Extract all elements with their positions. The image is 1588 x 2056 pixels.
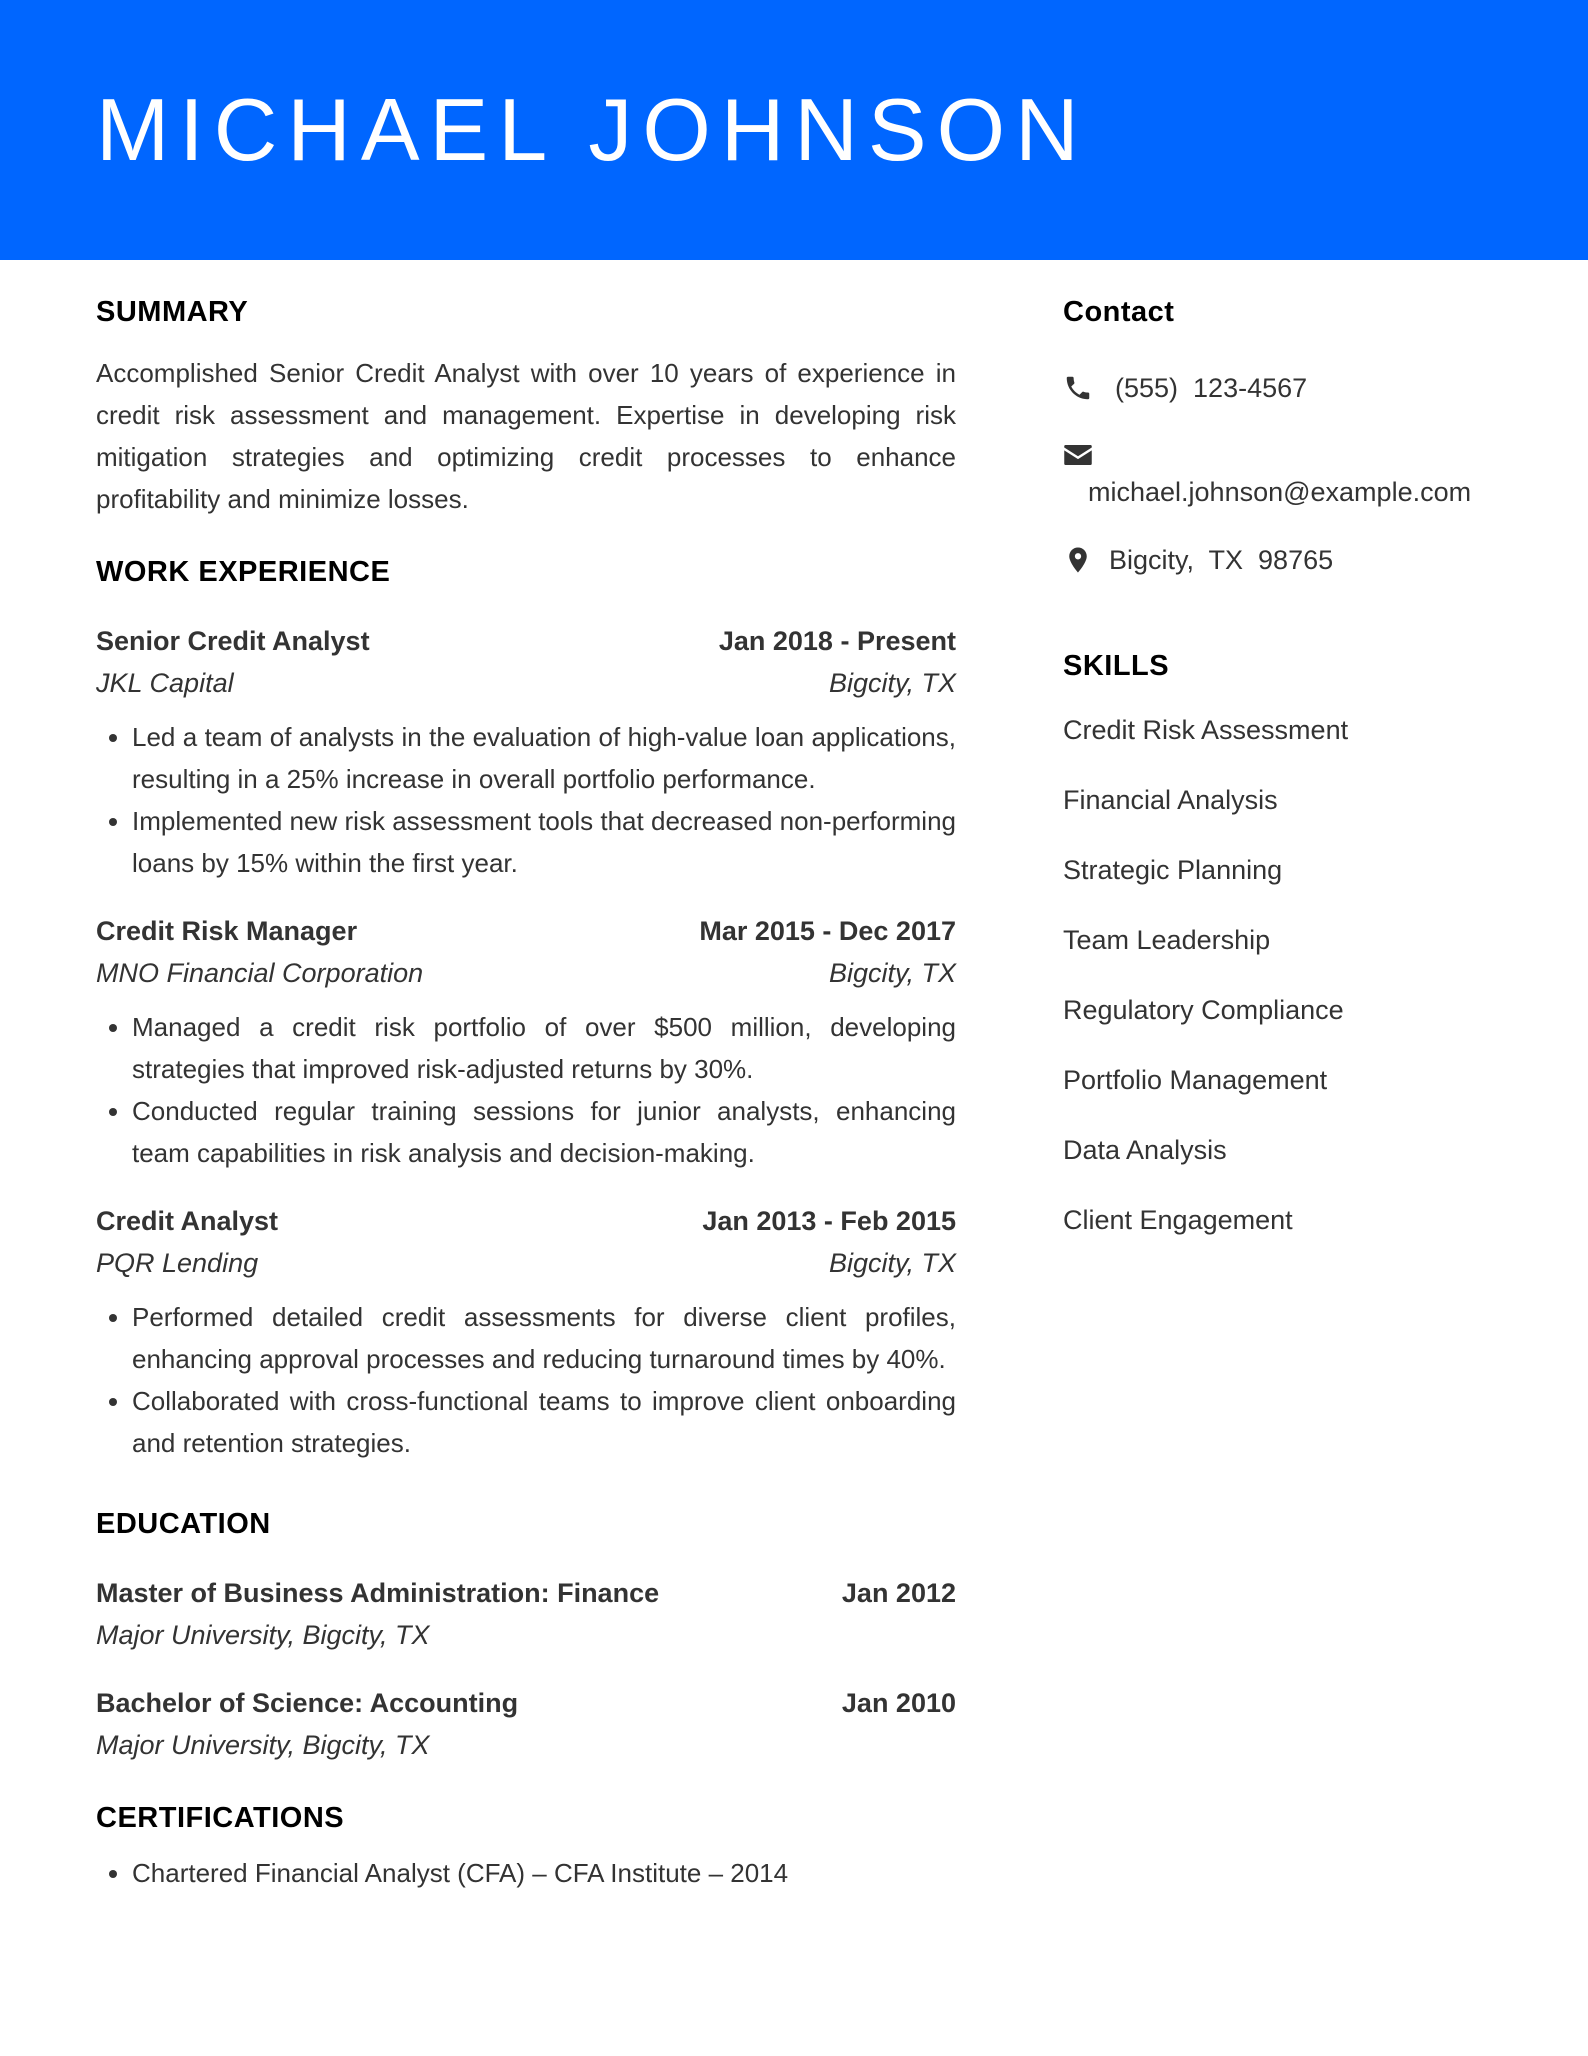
school-name: Major University, Bigcity, TX [96, 1730, 430, 1760]
certifications-list [96, 1852, 956, 1894]
education-entry [96, 1682, 956, 1766]
contact-email [1063, 442, 1533, 512]
job-role: Credit Analyst [96, 1206, 279, 1236]
job-location: Bigcity, TX [828, 1248, 956, 1278]
job-bullet: • Implemented new risk assessment tools that decreased non-performing loans by 15% within the first year. [132, 800, 956, 884]
skill-item: Credit Risk Assessment [1063, 715, 1349, 745]
phone-number[interactable]: (555) 123-4567 [1115, 373, 1308, 403]
certification-item: • Chartered Financial Analyst (CFA) – CFA Institute – 2014 [132, 1852, 956, 1894]
job-entry [96, 1200, 956, 1464]
job-role: Credit Risk Manager [96, 916, 358, 946]
job-dates: Jan 2013 - Feb 2015 [702, 1206, 956, 1236]
education-section [96, 1502, 956, 1766]
job-company: PQR Lending [96, 1248, 259, 1278]
resume-header [0, 0, 1588, 260]
email-address[interactable]: michael.johnson@example.com [1088, 477, 1472, 507]
map-pin-icon [1063, 545, 1093, 575]
skill-item: Portfolio Management [1063, 1065, 1328, 1095]
summary-section [96, 290, 956, 520]
job-bullet: • Performed detailed credit assessments for diverse client profiles, enhancing approval processes and reducing turnaround times by 40%. [132, 1296, 956, 1380]
job-bullets [96, 1006, 956, 1174]
phone-icon [1063, 373, 1093, 403]
sidebar-column [1063, 290, 1533, 1270]
job-bullet: • Conducted regular training sessions for junior analysts, enhancing team capabilities in risk analysis and decision-making. [132, 1090, 956, 1174]
work-experience-section [96, 550, 956, 1464]
job-bullet: • Managed a credit risk portfolio of over $500 million, developing strategies that improved risk-adjusted returns by 30%. [132, 1006, 956, 1090]
skill-item: Strategic Planning [1063, 855, 1283, 885]
certifications-title: CERTIFICATIONS [96, 1802, 345, 1834]
location-text: Bigcity, TX 98765 [1109, 545, 1334, 575]
degree-name: Master of Business Administration: Finance [96, 1578, 660, 1608]
summary-text: Accomplished Senior Credit Analyst with over 10 years of experience in credit risk assessment and management. Expertise in developing risk mitigation strategies and optimizing credit processes to enhance profitability and minimize losses. [96, 358, 956, 514]
work-experience-title: WORK EXPERIENCE [96, 556, 391, 588]
job-bullets [96, 1296, 956, 1464]
job-company: MNO Financial Corporation [96, 958, 424, 988]
skills-list [1063, 710, 1533, 1240]
certifications-section [96, 1796, 956, 1894]
education-title: EDUCATION [96, 1508, 271, 1540]
summary-title: SUMMARY [96, 296, 249, 328]
contact-location [1063, 540, 1533, 580]
job-bullet: • Collaborated with cross-functional teams to improve client onboarding and retention strategies. [132, 1380, 956, 1464]
job-entry [96, 620, 956, 884]
job-company: JKL Capital [96, 668, 234, 698]
skill-item: Team Leadership [1063, 925, 1271, 955]
envelope-icon [1063, 442, 1093, 468]
contact-title: Contact [1063, 296, 1175, 328]
candidate-name: MICHAEL JOHNSON [96, 80, 1089, 179]
job-location: Bigcity, TX [828, 668, 956, 698]
job-bullets [96, 716, 956, 884]
skill-item: Client Engagement [1063, 1205, 1293, 1235]
skills-title: SKILLS [1063, 650, 1170, 682]
degree-date: Jan 2010 [841, 1688, 956, 1718]
contact-phone [1063, 368, 1533, 408]
skill-item: Regulatory Compliance [1063, 995, 1344, 1025]
job-role: Senior Credit Analyst [96, 626, 370, 656]
job-bullet: • Led a team of analysts in the evaluation of high-value loan applications, resulting in a 25% increase in overall portfolio performance. [132, 716, 956, 800]
education-entry [96, 1572, 956, 1656]
job-entry [96, 910, 956, 1174]
skill-item: Financial Analysis [1063, 785, 1278, 815]
job-location: Bigcity, TX [828, 958, 956, 988]
main-column [96, 290, 956, 1894]
skill-item: Data Analysis [1063, 1135, 1227, 1165]
degree-date: Jan 2012 [841, 1578, 956, 1608]
job-dates: Jan 2018 - Present [718, 626, 956, 656]
school-name: Major University, Bigcity, TX [96, 1620, 430, 1650]
job-dates: Mar 2015 - Dec 2017 [699, 916, 956, 946]
degree-name: Bachelor of Science: Accounting [96, 1688, 519, 1718]
